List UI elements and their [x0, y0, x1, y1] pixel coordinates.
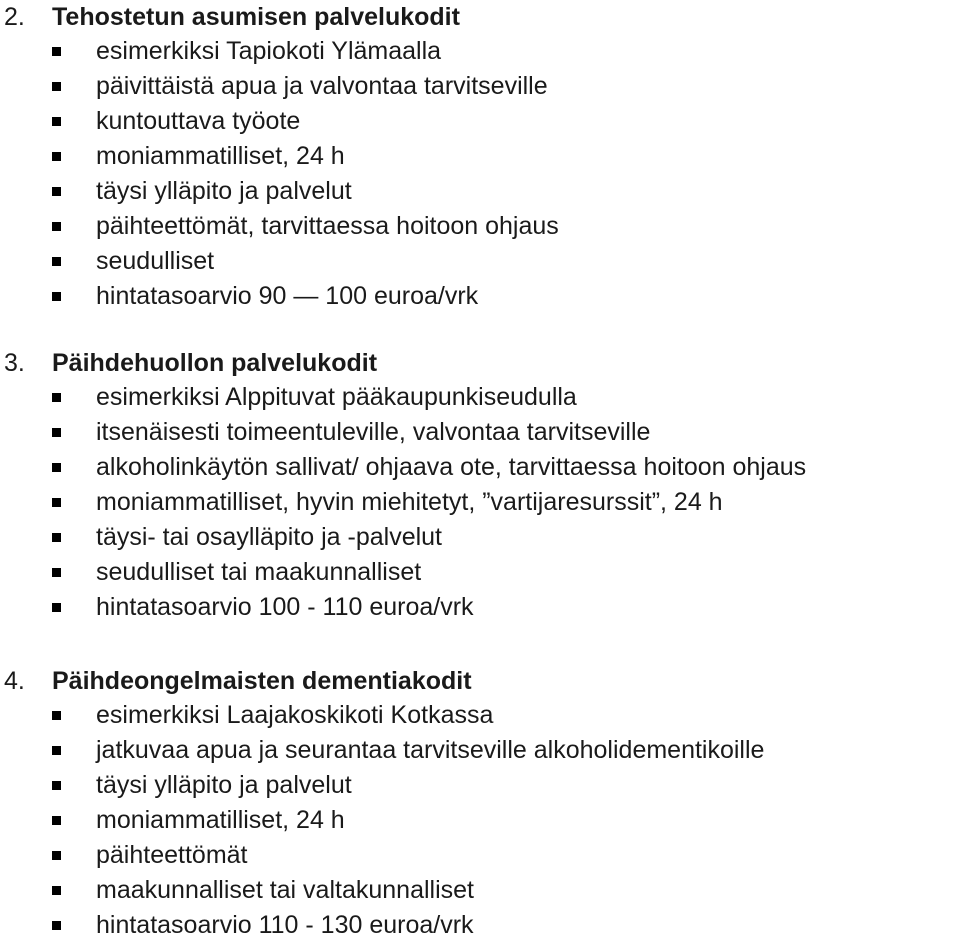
list-item — [0, 34, 960, 69]
section-heading — [0, 346, 960, 380]
list-item-text: hintatasoarvio 90 — 100 euroa/vrk — [96, 282, 479, 310]
bullet-list — [0, 380, 960, 625]
section-heading — [0, 0, 960, 34]
square-bullet-icon — [52, 257, 61, 266]
section-heading — [0, 664, 960, 698]
square-bullet-icon — [52, 292, 61, 301]
list-item — [0, 838, 960, 873]
square-bullet-icon — [52, 921, 61, 930]
square-bullet-icon — [52, 47, 61, 56]
square-bullet-icon — [52, 393, 61, 402]
list-item-text: jatkuvaa apua ja seurantaa tarvitseville alkoholidementikoille — [96, 736, 765, 764]
square-bullet-icon — [52, 428, 61, 437]
square-bullet-icon — [52, 82, 61, 91]
section-number: 2. — [4, 3, 25, 31]
list-item-text: kuntouttava työote — [96, 107, 301, 135]
list-item-text: täysi ylläpito ja palvelut — [96, 771, 352, 799]
list-item — [0, 555, 960, 590]
square-bullet-icon — [52, 568, 61, 577]
square-bullet-icon — [52, 498, 61, 507]
list-item — [0, 174, 960, 209]
list-item-text: esimerkiksi Tapiokoti Ylämaalla — [96, 37, 442, 65]
square-bullet-icon — [52, 746, 61, 755]
list-item-text: päihteettömät — [96, 841, 248, 869]
list-item-text: seudulliset — [96, 247, 215, 275]
square-bullet-icon — [52, 187, 61, 196]
square-bullet-icon — [52, 711, 61, 720]
list-item — [0, 803, 960, 838]
section-number: 3. — [4, 349, 25, 377]
square-bullet-icon — [52, 886, 61, 895]
list-item-text: seudulliset tai maakunnalliset — [96, 558, 422, 586]
list-item — [0, 908, 960, 943]
list-item — [0, 873, 960, 908]
section-tehostetun-asumisen — [0, 0, 960, 314]
square-bullet-icon — [52, 603, 61, 612]
bullet-list — [0, 34, 960, 314]
square-bullet-icon — [52, 463, 61, 472]
list-item-text: hintatasoarvio 110 - 130 euroa/vrk — [96, 911, 474, 939]
list-item-text: täysi ylläpito ja palvelut — [96, 177, 352, 205]
list-item — [0, 415, 960, 450]
section-paihdeongelmaisten-dementiakodit — [0, 664, 960, 943]
bullet-list — [0, 698, 960, 943]
list-item — [0, 590, 960, 625]
list-item — [0, 380, 960, 415]
list-item-text: esimerkiksi Laajakoskikoti Kotkassa — [96, 701, 494, 729]
list-item — [0, 139, 960, 174]
section-number: 4. — [4, 667, 25, 695]
square-bullet-icon — [52, 222, 61, 231]
list-item — [0, 733, 960, 768]
list-item-text: moniammatilliset, hyvin miehitetyt, ”vartijaresurssit”, 24 h — [96, 488, 723, 516]
list-item-text: maakunnalliset tai valtakunnalliset — [96, 876, 474, 904]
list-item — [0, 104, 960, 139]
list-item-text: itsenäisesti toimeentuleville, valvontaa tarvitseville — [96, 418, 651, 446]
square-bullet-icon — [52, 533, 61, 542]
list-item-text: moniammatilliset, 24 h — [96, 806, 345, 834]
list-item — [0, 520, 960, 555]
square-bullet-icon — [52, 152, 61, 161]
square-bullet-icon — [52, 851, 61, 860]
section-title: Päihdeongelmaisten dementiakodit — [52, 667, 472, 695]
list-item — [0, 69, 960, 104]
list-item-text: esimerkiksi Alppituvat pääkaupunkiseudulla — [96, 383, 577, 411]
list-item — [0, 698, 960, 733]
list-item — [0, 209, 960, 244]
list-item-text: hintatasoarvio 100 - 110 euroa/vrk — [96, 593, 474, 621]
list-item — [0, 485, 960, 520]
list-item — [0, 244, 960, 279]
square-bullet-icon — [52, 117, 61, 126]
section-paihdehuollon-palvelukodit — [0, 346, 960, 625]
square-bullet-icon — [52, 816, 61, 825]
list-item-text: päihteettömät, tarvittaessa hoitoon ohjaus — [96, 212, 559, 240]
square-bullet-icon — [52, 781, 61, 790]
section-title: Tehostetun asumisen palvelukodit — [52, 3, 460, 31]
list-item — [0, 279, 960, 314]
list-item-text: moniammatilliset, 24 h — [96, 142, 345, 170]
list-item-text: täysi- tai osaylläpito ja -palvelut — [96, 523, 442, 551]
list-item — [0, 768, 960, 803]
list-item — [0, 450, 960, 485]
section-title: Päihdehuollon palvelukodit — [52, 349, 378, 377]
list-item-text: alkoholinkäytön sallivat/ ohjaava ote, tarvittaessa hoitoon ohjaus — [96, 453, 807, 481]
list-item-text: päivittäistä apua ja valvontaa tarvitseville — [96, 72, 548, 100]
